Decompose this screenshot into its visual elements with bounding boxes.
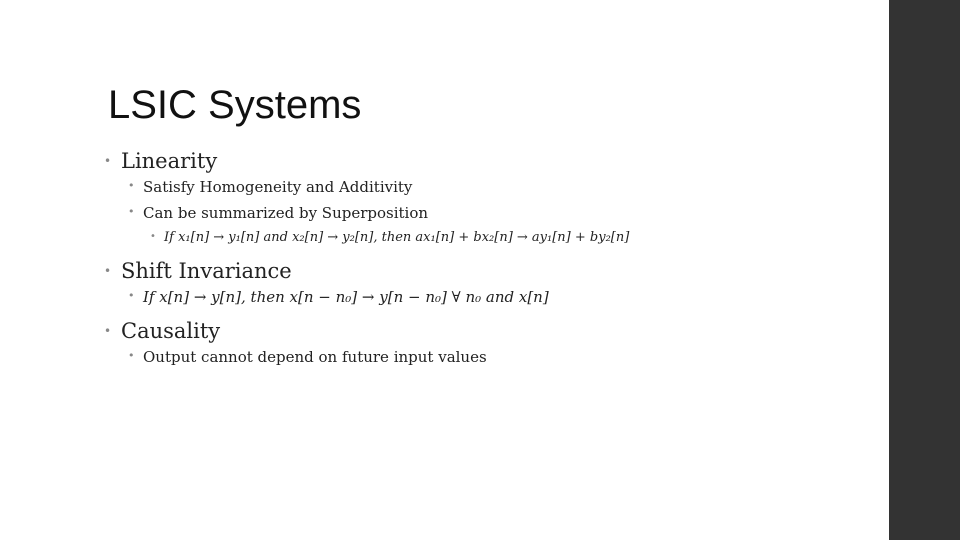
superposition-formula: If x₁[n] → y₁[n] and x₂[n] → y₂[n], then ax₁[n] + bx₂[n] → ay₁[n] + by₂[n] [164, 230, 630, 245]
bullet-dot-icon: • [128, 205, 135, 218]
bullet-dot-icon: • [104, 264, 112, 278]
bullet-shift-invariance [104, 258, 864, 284]
bullet-dot-icon: • [104, 324, 112, 338]
slide-title: LSIC Systems [108, 83, 362, 127]
bullet-dot-icon: • [104, 154, 112, 168]
bullet-heading: Linearity [121, 149, 218, 173]
bullet-causality [104, 318, 864, 344]
sub-bullet [104, 344, 864, 370]
bullet-heading: Shift Invariance [121, 259, 292, 283]
sub-bullet-text: Output cannot depend on future input values [143, 348, 487, 366]
bullet-dot-icon: • [128, 179, 135, 192]
bullet-dot-icon: • [150, 231, 156, 242]
bullet-dot-icon: • [128, 349, 135, 362]
sub-bullet [104, 284, 864, 310]
shift-invariance-formula: If x[n] → y[n], then x[n − n₀] → y[n − n₀] ∀ n₀ and x[n] [143, 288, 549, 306]
bullet-heading: Causality [121, 319, 221, 343]
accent-sidebar [889, 0, 960, 540]
sub-bullet [104, 174, 864, 200]
bullet-list [104, 148, 864, 370]
sub-bullet [104, 200, 864, 226]
sub-bullet-text: Can be summarized by Superposition [143, 204, 429, 222]
bullet-linearity [104, 148, 864, 174]
bullet-dot-icon: • [128, 289, 135, 302]
sub-sub-bullet [104, 226, 864, 250]
sub-bullet-text: Satisfy Homogeneity and Additivity [143, 178, 413, 196]
